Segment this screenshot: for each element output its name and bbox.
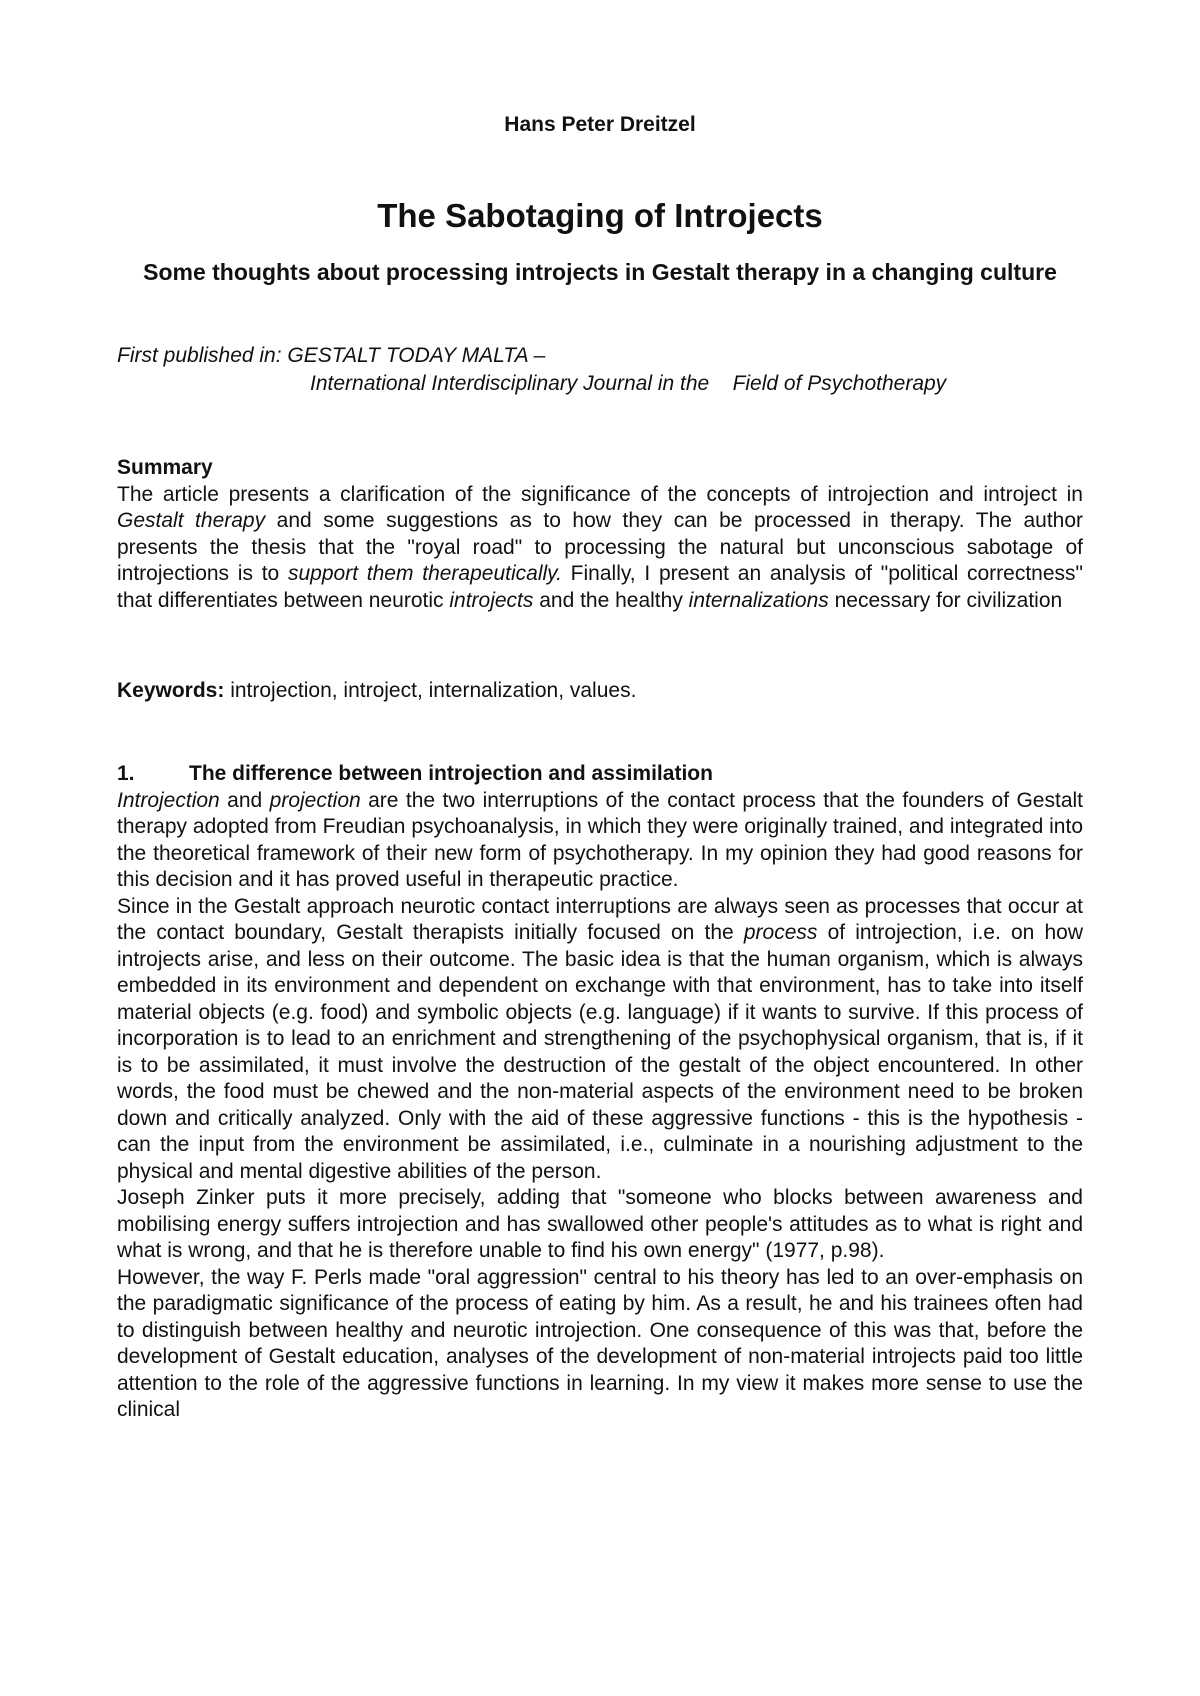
- page-title: The Sabotaging of Introjects: [377, 197, 823, 234]
- summary-text-3: Finally, I present an analysis of "political correctness" that differentiates between neurotic: [117, 562, 1083, 612]
- keywords-line: [117, 678, 1083, 705]
- summary-text-4: and the healthy: [533, 588, 689, 612]
- para1-text-2: are the two interruptions of the contact process that the founders of Gestalt therapy adopted from Freudian psychoanalysis, in which they were originally trained, and integrated into the theoretical framework of their new form of psychotherapy. In my opinion they had good reasons for this decision and it has proved useful in therapeutic practice.: [117, 788, 1083, 891]
- keywords-section: [117, 678, 1083, 705]
- summary-italic-1: Gestalt therapy: [117, 509, 266, 532]
- keywords-text: introjection, introject, internalization, values.: [224, 679, 637, 702]
- summary-heading: Summary: [117, 456, 213, 479]
- section-1: [117, 761, 1083, 1424]
- para1-italic-2: projection: [269, 788, 361, 812]
- section-1-paragraph-1: [117, 788, 1083, 894]
- summary-paragraph: [117, 482, 1083, 615]
- section-1-number: 1.: [117, 762, 135, 785]
- publication-line-1: First published in: GESTALT TODAY MALTA –: [117, 344, 546, 367]
- summary-text-2: and some suggestions as to how they can be processed in therapy. The author presents the thesis that the "royal road" to processing the natural but unconscious sabotage of introjections is to: [117, 509, 1084, 585]
- publication-line-2: International Interdisciplinary Journal in the Field of Psychotherapy: [310, 372, 947, 395]
- section-1-heading: [117, 761, 1083, 788]
- summary-italic-3: introjects: [449, 588, 534, 612]
- section-1-title: The difference between introjection and assimilation: [189, 762, 713, 785]
- summary-italic-4: internalizations: [688, 588, 829, 612]
- summary-italic-2: support them therapeutically.: [288, 562, 562, 585]
- para1-italic-1: Introjection: [117, 788, 220, 812]
- page-subtitle: Some thoughts about processing introjects in Gestalt therapy in a changing culture: [143, 259, 1057, 285]
- summary-text-1: The article presents a clarification of the significance of the concepts of introjection and introject in: [117, 482, 1083, 506]
- section-1-paragraph-4: However, the way F. Perls made "oral aggression" central to his theory has led to an over-emphasis on the paradigmatic significance of the process of eating by him. As a result, he and his trainees often had to distinguish between healthy and neurotic introjection. One consequence of this was that, before the development of Gestalt education, analyses of the development of non-material introjects paid too little attention to the role of the aggressive functions in learning. In my view it makes more sense to use the clinical: [117, 1265, 1083, 1421]
- author-name: Hans Peter Dreitzel: [504, 113, 696, 136]
- para1-text-1: and: [219, 788, 270, 812]
- section-1-paragraph-2: [117, 894, 1083, 1186]
- para2-text-1: Since in the Gestalt approach neurotic contact interruptions are always seen as processes that occur at the contact boundary, Gestalt therapists initially focused on the: [117, 894, 1083, 944]
- para2-text-2: of introjection, i.e. on how introjects arise, and less on their outcome. The basic idea is that the human organism, which is always embedded in its environment and dependent on exchange with that environment, has to take into itself material objects (e.g. food) and symbolic objects (e.g. language) if it wants to survive. If this process of incorporation is to lead to an enrichment and strengthening of the psychophysical organism, that is, if it is to be assimilated, it must involve the destruction of the gestalt of the object encountered. In other words, the food must be chewed and the non-material aspects of the environment need to be broken down and critically analyzed. Only with the aid of these aggressive functions - this is the hypothesis - can the input from the environment be assimilated, i.e., culminate in a nourishing adjustment to the physical and mental digestive abilities of the person.: [117, 921, 1083, 1183]
- section-1-paragraph-3: Joseph Zinker puts it more precisely, adding that "someone who blocks between awareness and mobilising energy suffers introjection and has swallowed other people's attitudes as to what is right and what is wrong, and that he is therefore unable to find his own energy" (1977, p.98).: [117, 1186, 1083, 1262]
- summary-section: [117, 455, 1083, 614]
- para2-italic-1: process: [743, 921, 818, 944]
- keywords-label: Keywords:: [117, 679, 225, 702]
- summary-text-5: necessary for civilization: [828, 588, 1063, 612]
